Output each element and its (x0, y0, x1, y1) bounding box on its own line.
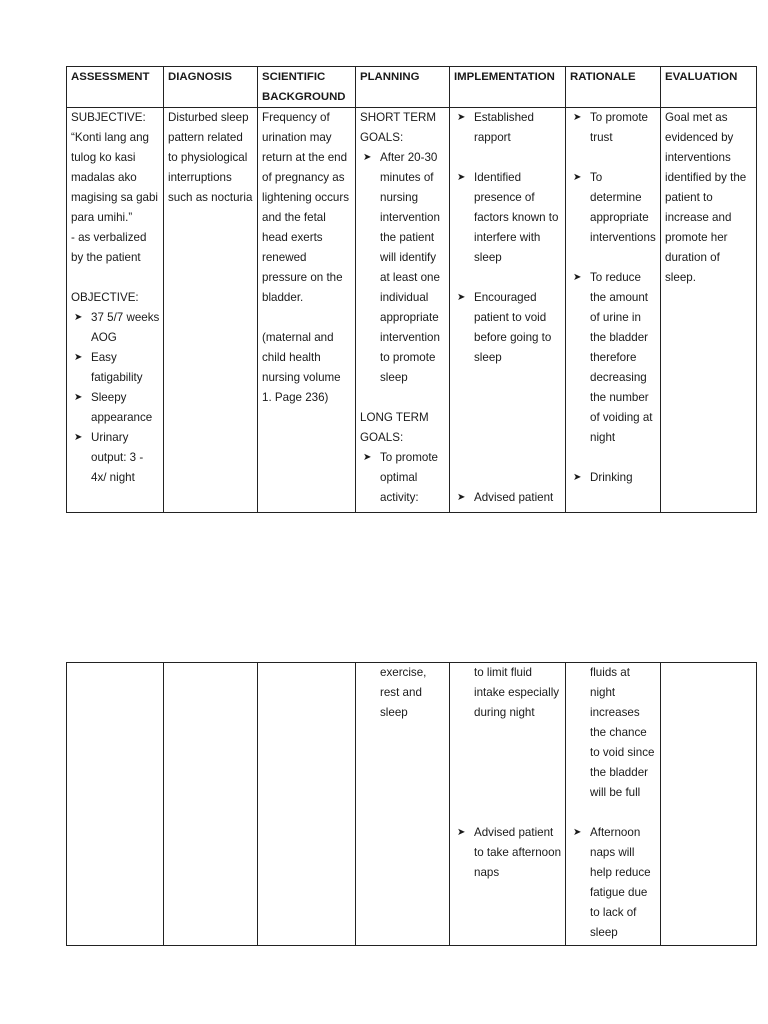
table-row (67, 108, 757, 513)
bullet-arrow-icon: ➤ (457, 827, 466, 838)
bullet-arrow-icon: ➤ (363, 452, 372, 463)
scientific-background-reference: (maternal and child health nursing volume 1. Page 236) (262, 331, 341, 404)
header-scientific-background: SCIENTIFIC BACKGROUND (258, 67, 356, 108)
subjective-label: SUBJECTIVE: (71, 111, 146, 124)
bullet-arrow-icon: ➤ (457, 492, 466, 503)
assessment-cell (67, 108, 164, 513)
long-term-goal-continued: exercise, rest and sleep (380, 666, 427, 719)
bullet-arrow-icon: ➤ (573, 827, 582, 838)
objective-item: ➤ 37 5/7 weeks AOG (71, 308, 160, 348)
bullet-arrow-icon: ➤ (74, 392, 83, 403)
header-evaluation: EVALUATION (661, 67, 757, 108)
implementation-item: ➤ Advised patient to take afternoon naps (454, 823, 562, 883)
bullet-arrow-icon: ➤ (74, 312, 83, 323)
planning-cell (356, 108, 450, 513)
header-implementation: IMPLEMENTATION (450, 67, 566, 108)
nursing-care-plan-table-page-2 (66, 662, 757, 946)
header-row (67, 67, 757, 108)
bullet-arrow-icon: ➤ (363, 152, 372, 163)
rationale-item-continued: fluids at night increases the chance to void since the bladder will be full (590, 666, 655, 799)
planning-cell-continued (356, 663, 450, 946)
subjective-quote: “Konti lang ang tulog ko kasi madalas ako magising sa gabi para umihi.” (71, 131, 159, 224)
table-row (67, 663, 757, 946)
objective-label: OBJECTIVE: (71, 291, 139, 304)
bullet-arrow-icon: ➤ (573, 172, 582, 183)
implementation-item-continued: to limit fluid intake especially during night (474, 666, 560, 719)
scientific-background-cell (258, 108, 356, 513)
long-term-goal-item: ➤ To promote optimal activity: (360, 448, 446, 508)
rationale-cell-continued (566, 663, 661, 946)
implementation-item: ➤ Identified presence of factors known to interfere with sleep (454, 168, 562, 268)
diagnosis-text: Disturbed sleep pattern related to physiological interruptions such as nocturia (168, 111, 253, 204)
rationale-item: ➤ Afternoon naps will help reduce fatigue due to lack of sleep (570, 823, 657, 943)
rationale-item: ➤ Drinking (570, 468, 657, 488)
implementation-item: ➤ Advised patient (454, 488, 562, 508)
header-assessment: ASSESSMENT (67, 67, 164, 108)
rationale-item: ➤ To promote trust (570, 108, 657, 148)
bullet-arrow-icon: ➤ (573, 272, 582, 283)
bullet-arrow-icon: ➤ (573, 472, 582, 483)
bullet-arrow-icon: ➤ (457, 172, 466, 183)
header-diagnosis: DIAGNOSIS (164, 67, 258, 108)
rationale-item: ➤ To determine appropriate interventions (570, 168, 657, 248)
evaluation-text: Goal met as evidenced by interventions identified by the patient to increase and promote her duration of sleep. (665, 111, 747, 284)
bullet-arrow-icon: ➤ (457, 292, 466, 303)
scientific-background-text: Frequency of urination may return at the end of pregnancy as lightening occurs and the fetal head exerts renewed pressure on the bladder. (262, 111, 350, 304)
short-term-goals-label: SHORT TERM GOALS: (360, 111, 437, 144)
subjective-note: - as verbalized by the patient (71, 231, 147, 264)
objective-item: ➤ Urinary output: 3 - 4x/ night (71, 428, 160, 488)
evaluation-cell (661, 108, 757, 513)
implementation-item: ➤ Encouraged patient to void before going to sleep (454, 288, 562, 368)
long-term-goals-label: LONG TERM GOALS: (360, 411, 429, 444)
rationale-item: ➤ To reduce the amount of urine in the bladder therefore decreasing the number of voiding at night (570, 268, 657, 448)
scientific-background-cell-continued (258, 663, 356, 946)
bullet-arrow-icon: ➤ (573, 112, 582, 123)
implementation-item: ➤ Established rapport (454, 108, 562, 148)
objective-item: ➤ Easy fatigability (71, 348, 160, 388)
objective-item: ➤ Sleepy appearance (71, 388, 160, 428)
assessment-cell-continued (67, 663, 164, 946)
header-rationale: RATIONALE (566, 67, 661, 108)
nursing-care-plan-table-page-1 (66, 66, 757, 513)
implementation-cell-continued (450, 663, 566, 946)
evaluation-cell-continued (661, 663, 757, 946)
diagnosis-cell-continued (164, 663, 258, 946)
bullet-arrow-icon: ➤ (74, 352, 83, 363)
short-term-goal-item: ➤ After 20-30 minutes of nursing intervention the patient will identify at least one individual appropriate intervention to promote sleep (360, 148, 446, 388)
header-planning: PLANNING (356, 67, 450, 108)
implementation-cell (450, 108, 566, 513)
bullet-arrow-icon: ➤ (74, 432, 83, 443)
diagnosis-cell (164, 108, 258, 513)
bullet-arrow-icon: ➤ (457, 112, 466, 123)
rationale-cell (566, 108, 661, 513)
